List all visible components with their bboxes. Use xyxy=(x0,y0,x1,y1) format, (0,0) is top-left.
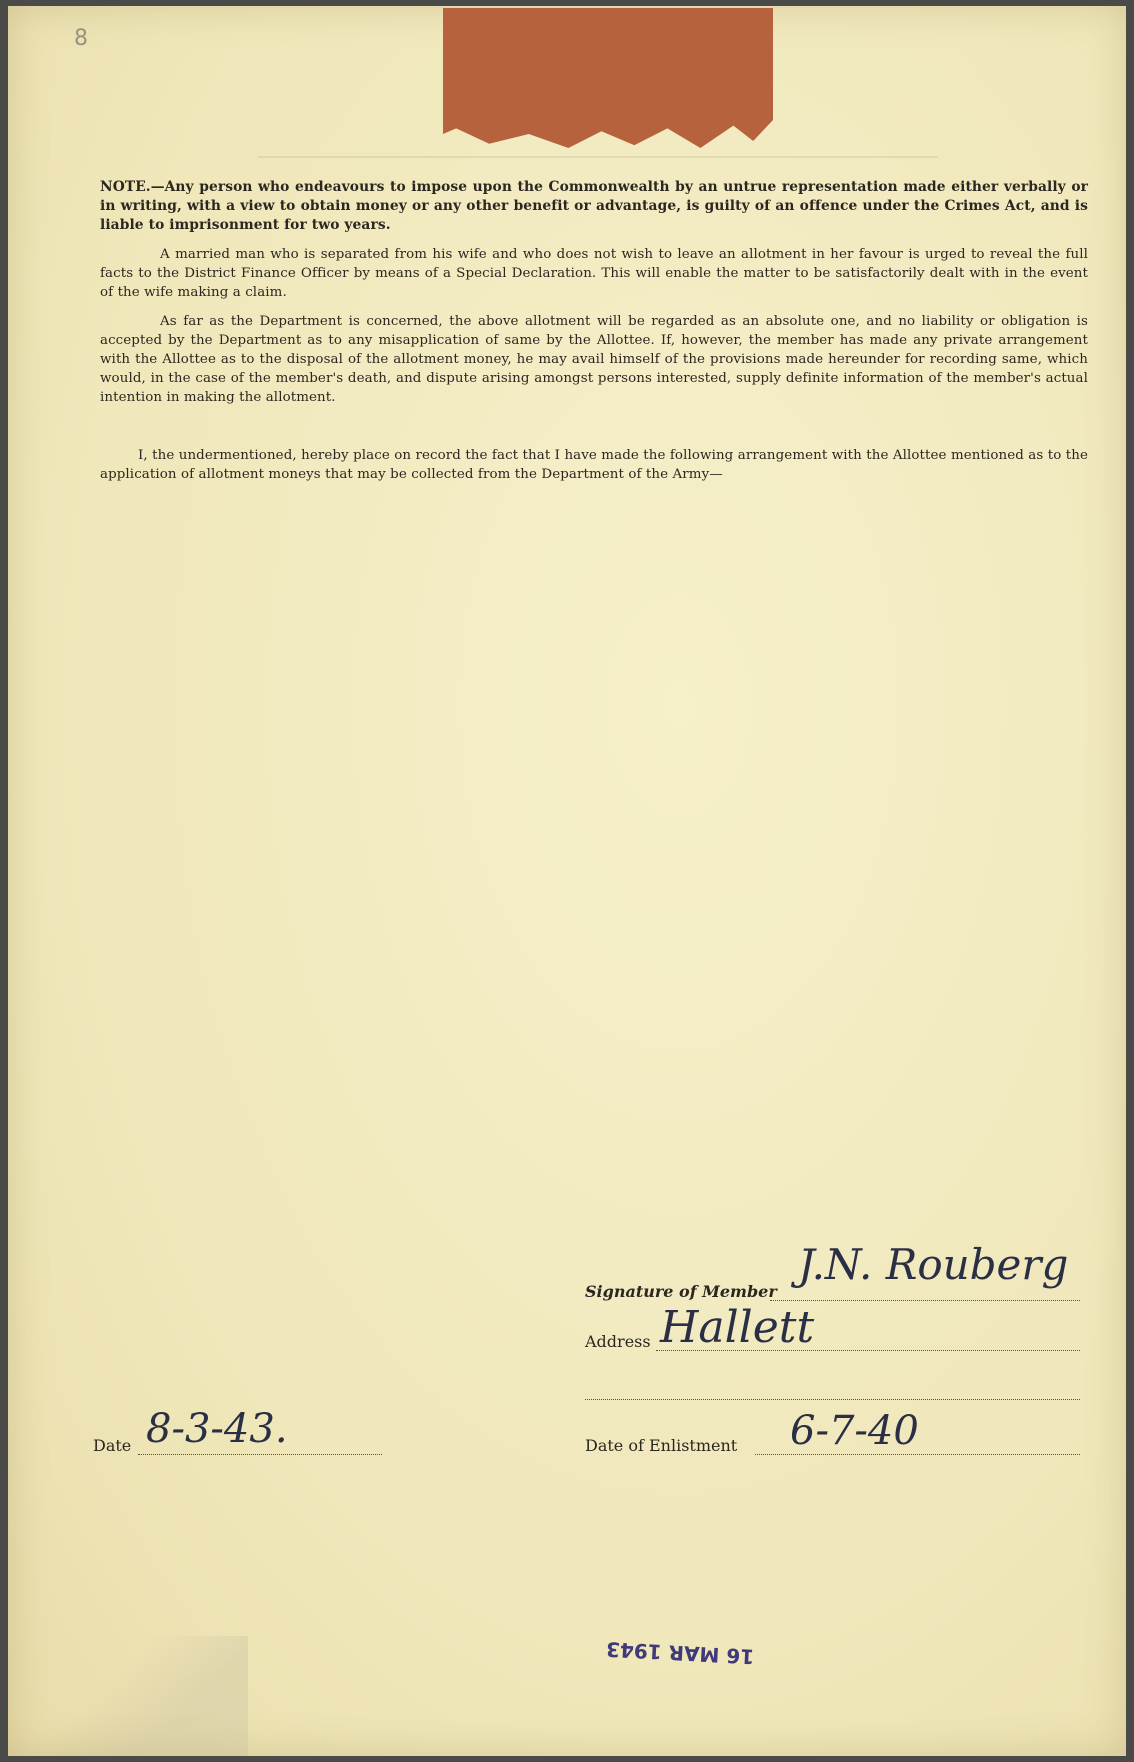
page-corner-fold xyxy=(8,1636,248,1756)
received-date-stamp: 16 MAR 1943 xyxy=(605,1637,755,1669)
signature-handwriting: J.N. Rouberg xyxy=(798,1240,1069,1289)
department-paragraph: As far as the Department is concerned, the above allotment will be regarded as an absolute one, and no liability or obligation is accepted by the Department as to any misapplication of same by the Allottee. If, however, the member has made any private arrangement with the Allottee as to the disposal of the allotment money, he may avail himself of the provisions made hereunder for recording same, which would, in the case of the member's death, and dispute arising amongst persons interested, supply definite information of the member's actual intention in making the allotment. xyxy=(100,314,1088,405)
note-paragraph: NOTE.—Any person who endeavours to impose upon the Commonwealth by an untrue representation made either verbally or in writing, with a view to obtain money or any other benefit or advantage, is guilty of an offence under the Crimes Act, and is liable to imprisonment for two years. xyxy=(100,179,1088,233)
arrangement-declaration-paragraph: I, the undermentioned, hereby place on record the fact that I have made the following arrangement with the Allottee mentioned as to the application of allotment moneys that may be collected from the Department of the Army— xyxy=(100,448,1088,482)
date-label: Date xyxy=(93,1436,132,1455)
date-of-enlistment-label: Date of Enlistment xyxy=(585,1436,738,1455)
signature-label: Signature of Member xyxy=(585,1282,777,1301)
enlistment-handwriting: 6-7-40 xyxy=(790,1408,919,1454)
married-man-paragraph: A married man who is separated from his wife and who does not wish to leave an allotment in her favour is urged to reveal the full facts to the District Finance Officer by means of a Special Declaration. This will enable the matter to be satisfactorily dealt with in the event of the wife making a claim. xyxy=(100,247,1088,300)
date-handwriting: 8-3-43. xyxy=(146,1406,288,1452)
signature-line xyxy=(770,1300,1080,1301)
address-line-2 xyxy=(585,1399,1080,1400)
address-label: Address xyxy=(585,1332,651,1351)
reverse-side-show-through xyxy=(258,116,938,158)
date-line xyxy=(138,1454,382,1455)
address-handwriting: Hallett xyxy=(660,1302,815,1353)
corner-reference-number: 8 xyxy=(74,26,88,51)
document-sheet xyxy=(8,6,1126,1756)
enlistment-line xyxy=(755,1454,1080,1455)
